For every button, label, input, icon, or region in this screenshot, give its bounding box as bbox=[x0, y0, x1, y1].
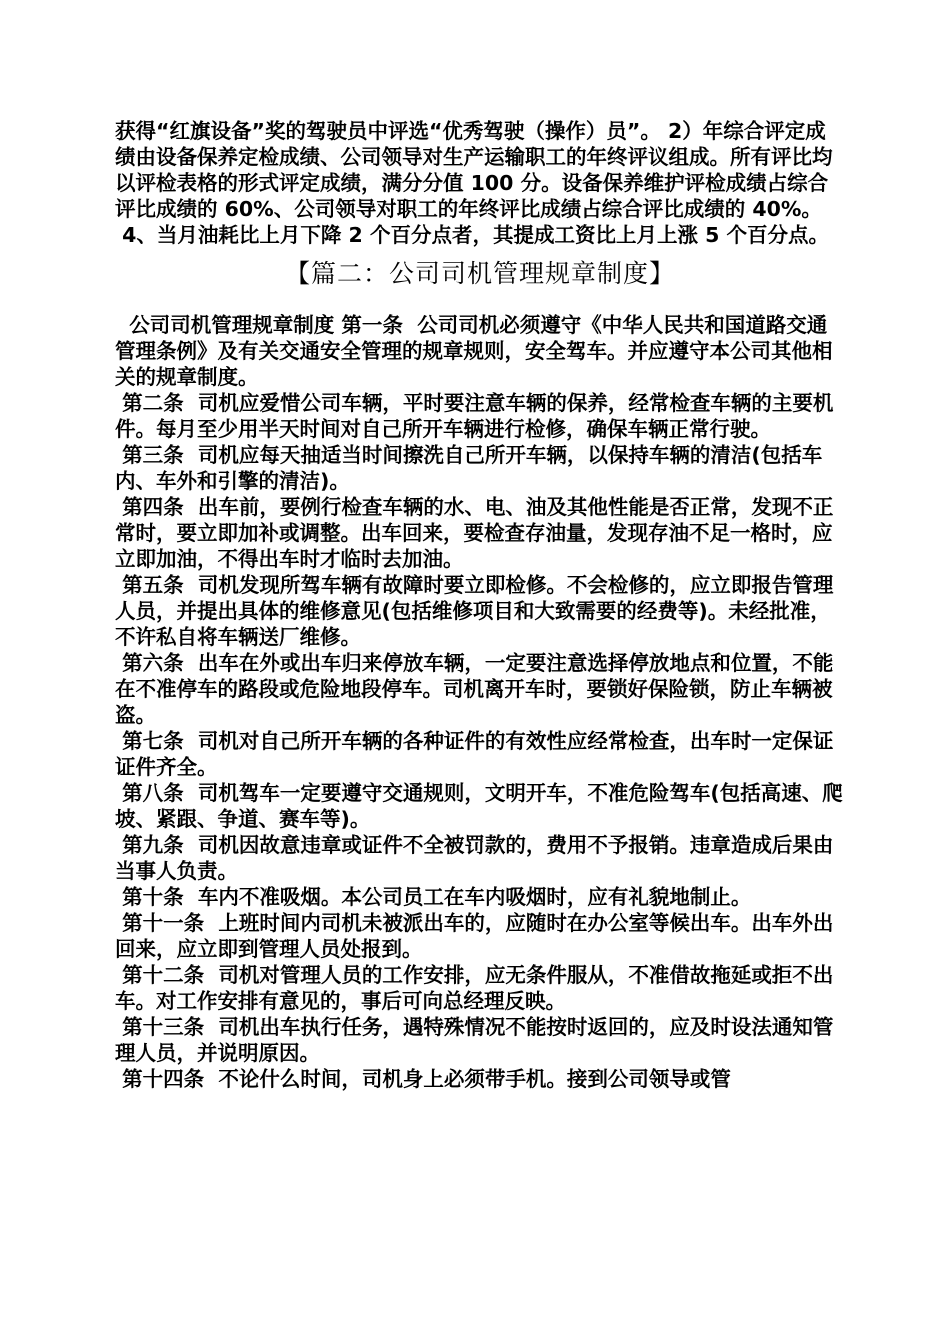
document-page bbox=[115, 118, 845, 1092]
article-14: 第十四条 不论什么时间，司机身上必须带手机。接到公司领导或管 bbox=[115, 1067, 731, 1091]
article-12: 第十二条 司机对管理人员的工作安排，应无条件服从，不准借故拖延或拒不出车。对工作安排有意见的，事后可向总经理反映。 bbox=[115, 963, 834, 1013]
article-2: 第二条 司机应爱惜公司车辆，平时要注意车辆的保养，经常检查车辆的主要机件。每月至少用半天时间对自己所开车辆进行检修，确保车辆正常行驶。 bbox=[115, 391, 834, 441]
article-list bbox=[115, 312, 845, 1092]
article-10: 第十条 车内不准吸烟。本公司员工在车内吸烟时，应有礼貌地制止。 bbox=[115, 885, 752, 909]
article-7: 第七条 司机对自己所开车辆的各种证件的有效性应经常检查，出车时一定保证证件齐全。 bbox=[115, 729, 834, 779]
intro-paragraph-2: 4、当月油耗比上月下降 2 个百分点者，其提成工资比上月上涨 5 个百分点。 bbox=[115, 223, 829, 247]
article-13: 第十三条 司机出车执行任务，遇特殊情况不能按时返回的，应及时设法通知管理人员，并说明原因。 bbox=[115, 1015, 834, 1065]
intro-paragraph-1: 获得“红旗设备”奖的驾驶员中评选“优秀驾驶（操作）员”。 2）年综合评定成绩由设备保养定检成绩、公司领导对生产运输职工的年终评议组成。所有评比均以评检表格的形式评定成绩，满分分值 100 分。设备保养维护评检成绩占综合评比成绩的 60%、公司领导对职工的年终评比成绩占综合评比成绩的 40%。 bbox=[115, 119, 833, 221]
article-1: 公司司机管理规章制度 第一条 公司司机必须遵守《中华人民共和国道路交通管理条例》及有关交通安全管理的规章规则，安全驾车。并应遵守本公司其他相关的规章制度。 bbox=[115, 313, 833, 389]
article-9: 第九条 司机因故意违章或证件不全被罚款的，费用不予报销。违章造成后果由当事人负责。 bbox=[115, 833, 834, 883]
article-6: 第六条 出车在外或出车归来停放车辆，一定要注意选择停放地点和位置，不能在不准停车的路段或危险地段停车。司机离开车时，要锁好保险锁，防止车辆被盗。 bbox=[115, 651, 834, 727]
article-8: 第八条 司机驾车一定要遵守交通规则，文明开车，不准危险驾车(包括高速、爬坡、紧跟、争道、赛车等)。 bbox=[115, 781, 843, 831]
article-4: 第四条 出车前，要例行检查车辆的水、电、油及其他性能是否正常，发现不正常时，要立即加补或调整。出车回来，要检查存油量，发现存油不足一格时，应立即加油，不得出车时才临时去加油。 bbox=[115, 495, 834, 571]
article-11: 第十一条 上班时间内司机未被派出车的，应随时在办公室等候出车。出车外出回来，应立即到管理人员处报到。 bbox=[115, 911, 834, 961]
article-3: 第三条 司机应每天抽适当时间擦洗自己所开车辆，以保持车辆的清洁(包括车内、车外和引擎的清洁)。 bbox=[115, 443, 823, 493]
article-5: 第五条 司机发现所驾车辆有故障时要立即检修。不会检修的，应立即报告管理人员，并提出具体的维修意见(包括维修项目和大致需要的经费等)。未经批准，不许私自将车辆送厂维修。 bbox=[115, 573, 834, 649]
section-title: 【篇二：公司司机管理规章制度】 bbox=[284, 259, 675, 288]
